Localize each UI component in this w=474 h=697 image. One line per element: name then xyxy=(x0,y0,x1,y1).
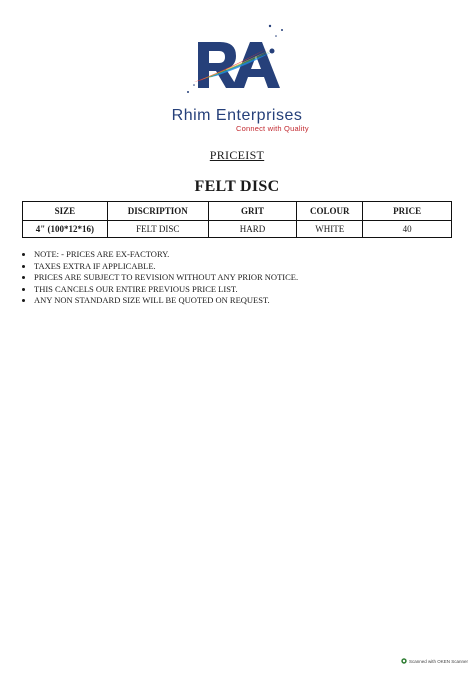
company-logo xyxy=(176,20,298,100)
price-table xyxy=(22,201,452,238)
company-tagline: Connect with Quality xyxy=(236,124,309,133)
cell-description: FELT DISC xyxy=(107,221,208,238)
column-header-colour: COLOUR xyxy=(297,202,363,221)
cell-colour: WHITE xyxy=(297,221,363,238)
document-heading: PRICEIST xyxy=(209,148,265,162)
column-header-price: PRICE xyxy=(363,202,452,221)
scanner-label: Scanned with OKEN Scanner xyxy=(409,658,469,664)
note-item: • ANY NON STANDARD SIZE WILL BE QUOTED ON REQUEST. xyxy=(34,295,298,307)
column-header-grit: GRIT xyxy=(208,202,297,221)
note-item: • PRICES ARE SUBJECT TO REVISION WITHOUT ANY PRIOR NOTICE. xyxy=(34,272,298,284)
note-item: • TAXES EXTRA IF APPLICABLE. xyxy=(34,261,298,273)
notes-list xyxy=(22,249,298,307)
table-header-row xyxy=(23,202,452,221)
column-header-description: DISCRIPTION xyxy=(107,202,208,221)
company-name: Rhim Enterprises xyxy=(171,107,303,124)
scanner-watermark xyxy=(401,658,468,664)
note-item: • THIS CANCELS OUR ENTIRE PREVIOUS PRICE LIST. xyxy=(34,284,298,296)
product-title: FELT DISC xyxy=(194,178,280,195)
cell-size: 4" (100*12*16) xyxy=(23,221,108,238)
note-item: • NOTE: - PRICES ARE EX-FACTORY. xyxy=(34,249,298,261)
table-row xyxy=(23,221,452,238)
scanner-logo-icon xyxy=(401,658,407,664)
cell-grit: HARD xyxy=(208,221,297,238)
column-header-size: SIZE xyxy=(23,202,108,221)
cell-price: 40 xyxy=(363,221,452,238)
